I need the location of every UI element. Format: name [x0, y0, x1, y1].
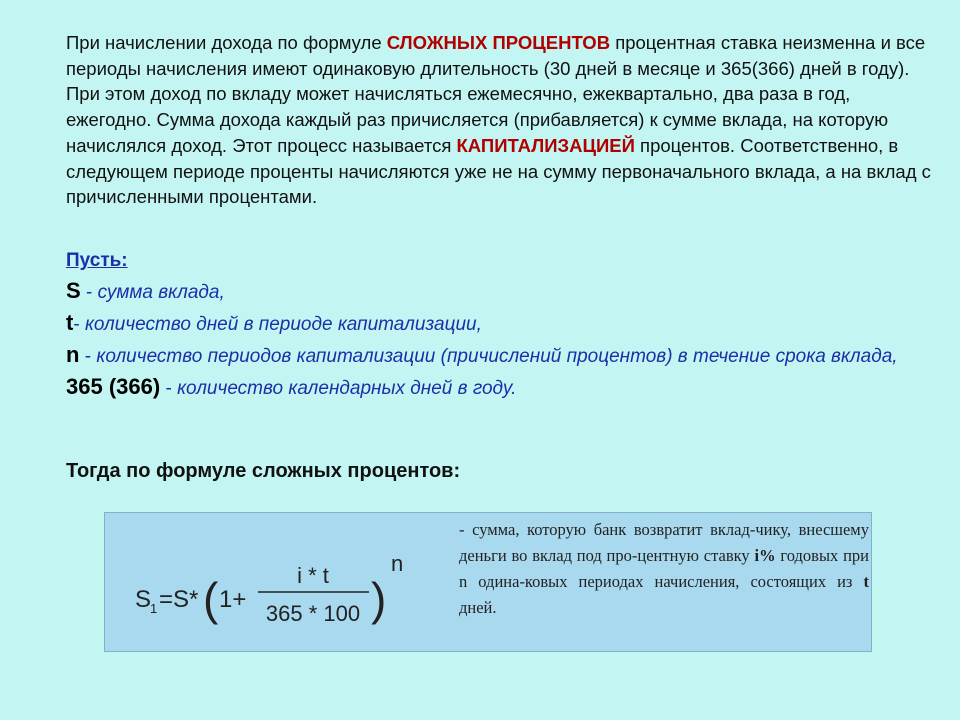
open-paren: (: [203, 573, 219, 625]
term-compound-interest: СЛОЖНЫХ ПРОЦЕНТОВ: [386, 32, 611, 53]
definition-text: сумма вклада,: [97, 282, 225, 303]
intro-text-2: процентная ставка неизменна и все периоды начисления имеют одинаковую длительность (30 дней в месяце и 365(366) дней в году). При этом доход по вкладу может начисляться ежемесячно, ежеквартально, два раза в год, ежегодно. Сумма дохода каждый раз причисляется (прибавляется) к сумме вклада, на которую начислялся доход. Этот процесс называется: [66, 32, 926, 156]
formula-desc-rate: i%: [754, 546, 776, 565]
definition-item: [66, 308, 926, 340]
formula-lhs: S: [135, 586, 152, 613]
formula-description: [459, 517, 869, 621]
compound-interest-formula: [133, 547, 433, 637]
definition-text: количество периодов капитализации (причислений процентов) в течение срока вклада,: [96, 346, 898, 367]
formula-eq: =S*: [159, 586, 199, 613]
intro-paragraph: [66, 30, 936, 210]
definition-dash: -: [80, 282, 98, 303]
definition-text: количество календарных дней в году.: [177, 378, 517, 399]
definition-dash: -: [73, 314, 85, 335]
formula-exponent: n: [391, 551, 404, 576]
definition-text: количество дней в периоде капитализации,: [84, 314, 482, 335]
term-capitalization: КАПИТАЛИЗАЦИЕЙ: [456, 134, 635, 156]
formula-desc-1: - сумма, которую банк возвратит вклад-чику, внесшему деньги во вклад под про-центную ставку: [459, 520, 869, 565]
formula-box: [104, 512, 872, 652]
definition-dash: -: [160, 378, 178, 399]
definition-item: [66, 276, 926, 308]
definition-item: [66, 372, 926, 404]
formula-numerator: i * t: [297, 563, 329, 588]
definition-dash: -: [79, 346, 97, 367]
let-heading: Пусть:: [66, 250, 128, 271]
formula-intro-heading: Тогда по формуле сложных процентов:: [66, 460, 461, 482]
formula-one-plus: 1+: [219, 586, 247, 613]
formula-desc-t: t: [863, 572, 869, 591]
formula-desc-3: одина-ковых периодах начисления, состоящих из: [467, 572, 864, 591]
formula-lhs-sub: 1: [150, 601, 158, 616]
intro-text-3: процентов. Соответственно, в следующем периоде проценты начисляются уже не на сумму первоначального вклада, а на вклад с причисленными процентами.: [66, 134, 931, 208]
definition-symbol: 365 (366): [66, 374, 161, 399]
formula-desc-n: n: [459, 572, 468, 591]
definition-symbol: S: [66, 278, 81, 303]
formula-desc-4: дней.: [459, 598, 497, 617]
formula-denominator: 365 * 100: [265, 601, 361, 626]
definitions-list: [66, 246, 926, 404]
definition-item: [66, 340, 926, 372]
close-paren: ): [371, 573, 387, 625]
definition-symbol: t: [66, 310, 74, 335]
formula-desc-2: годовых при: [775, 546, 869, 565]
intro-text-1: При начислении дохода по формуле: [66, 32, 387, 53]
definition-symbol: n: [66, 342, 80, 367]
